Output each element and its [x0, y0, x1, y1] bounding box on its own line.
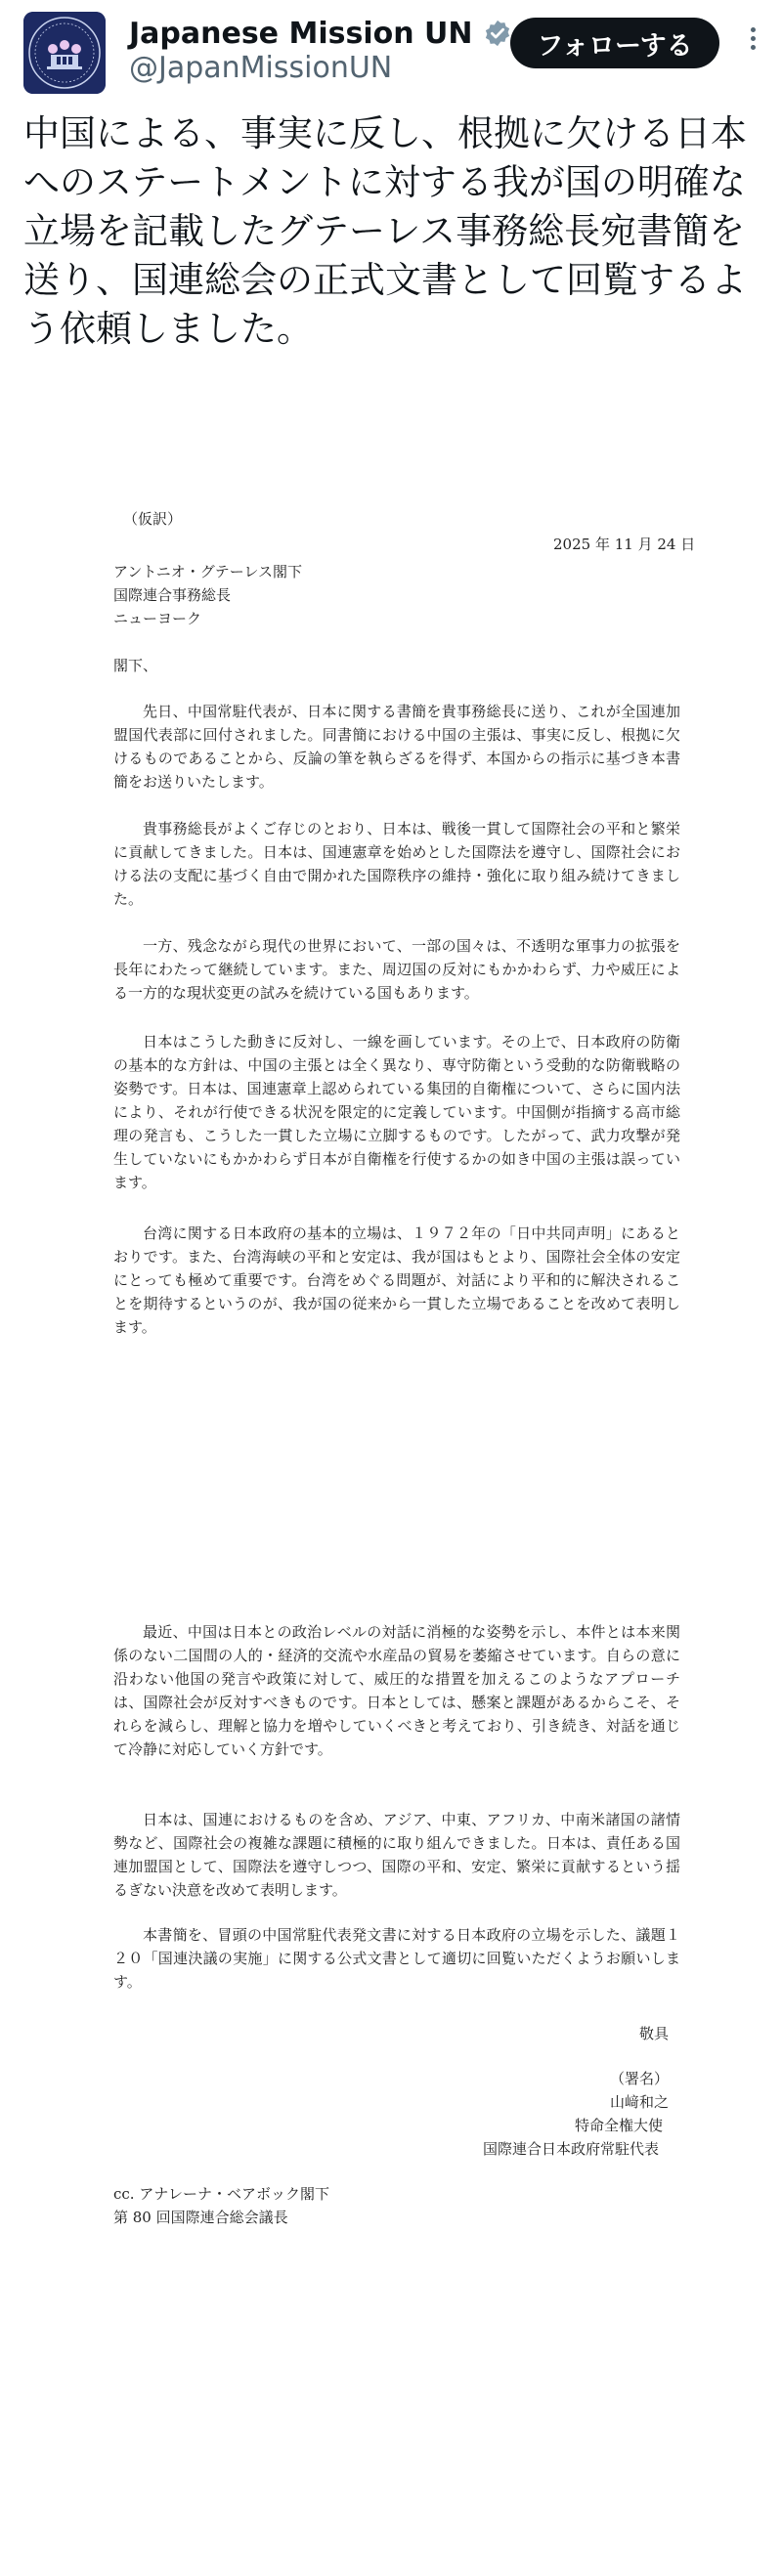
mission-emblem-icon: [23, 12, 106, 94]
letter-paragraph-6: 最近、中国は日本との政治レベルの対話に消極的な姿勢を示し、本件とは本来関係のない二国間の人的・経済的交流や水産品の貿易を萎縮させています。自らの意に沿わない他国の発言や政策に対して、威圧的な措置を加えるこのようなアプローチは、国際社会が反対すべきものです。日本としては、懸案と課題があるからこそ、それらを減らし、理解と協力を増やしていくべきと考えており、引き続き、対話を通じて冷静に対応していく方針です。: [113, 1623, 680, 1758]
addressee-location: ニューヨーク: [113, 610, 202, 627]
user-handle[interactable]: @JapanMissionUN: [129, 51, 393, 85]
cc-line: cc. アナレーナ・ベアボック閣下: [113, 2185, 330, 2203]
signer-office: 国際連合日本政府常駐代表: [483, 2140, 660, 2158]
letter-paragraph-4: 日本はこうした動きに反対し、一線を画しています。その上で、日本政府の防衛の基本的な方針は、中国の主張とは全く異なり、専守防衛という受動的な防衛戦略の姿勢です。日本は、国連憲章上認められている集団的自衛権について、さらに国内法により、それが行使できる状況を限定的に定義しています。中国側が指摘する高市総理の発言も、こうした一貫した立場に立脚するものです。したがって、武力攻撃が発生していないにもかかわらず日本が自衛権を行使するかの如き中国の主張は誤っています。: [113, 1033, 680, 1191]
letter-paragraph-5: 台湾に関する日本政府の基本的立場は、１９７２年の「日中共同声明」にあるとおりです。また、台湾海峡の平和と安定は、我が国はもとより、国際社会全体の安定にとっても極めて重要です。台湾をめぐる問題が、対話により平和的に解決されることを期待するというのが、我が国の従来から一貫した立場であることを改めて表明します。: [113, 1224, 680, 1336]
verified-badge-icon: [483, 19, 512, 48]
letter-paragraph-7: 日本は、国連におけるものを含め、アジア、中東、アフリカ、中南米諸国の諸情勢など、国際社会の複雑な課題に積極的に取り組んできました。日本は、責任ある国連加盟国として、国際法を遵守しつつ、国際の平和、安定、繁栄に貢献するという揺るぎない決意を改めて表明します。: [113, 1811, 680, 1899]
letter-date: 2025 年 11 月 24 日: [553, 536, 696, 553]
letter-paragraph-8: 本書簡を、冒頭の中国常駐代表発文書に対する日本政府の立場を示した、議題１２０「国連決議の実施」に関する公式文書として適切に回覧いただくようお願いします。: [113, 1926, 680, 1991]
signature-mark: （署名）: [610, 2070, 670, 2087]
provisional-label: （仮訳）: [123, 510, 183, 528]
tweet-header: [0, 0, 782, 107]
addressee-title: 国際連合事務総長: [113, 586, 232, 604]
avatar[interactable]: [23, 12, 106, 94]
closing: 敬具: [639, 2025, 670, 2042]
salutation: 閣下、: [113, 657, 158, 674]
letter-paragraph-3: 一方、残念ながら現代の世界において、一部の国々は、不透明な軍事力の拡張を長年にわたって継続しています。また、周辺国の反対にもかかわらず、力や威圧による一方的な現状変更の試みを続けている国もあります。: [113, 937, 680, 1002]
signer-title: 特命全権大使: [575, 2117, 664, 2134]
letter-paragraph-1: 先日、中国常駐代表が、日本に関する書簡を貴事務総長に送り、これが全国連加盟国代表部に回付されました。同書簡における中国の主張は、事実に反し、根拠に欠けるものであることから、反論の筆を執らざるを得ず、本国からの指示に基づき本書簡をお送りいたします。: [113, 703, 680, 791]
signer-name: 山﨑和之: [610, 2093, 670, 2111]
name-row: [129, 14, 512, 53]
letter-paragraph-2: 貴事務総長がよくご存じのとおり、日本は、戦後一貫して国際社会の平和と繁栄に貢献してきました。日本は、国連憲章を始めとした国際法を遵守し、国際社会における法の支配に基づく自由で開かれた国際秩序の維持・強化に取り組み続けてきました。: [113, 820, 680, 908]
display-name[interactable]: Japanese Mission UN: [129, 16, 473, 51]
tweet-text: 中国による、事実に反し、根拠に欠ける日本へのステートメントに対する我が国の明確な立場を記載したグテーレス事務総長宛書簡を送り、国連総会の正式文書として回覧するよう依頼しました。: [23, 112, 747, 350]
addressee-name: アントニオ・グテーレス閣下: [113, 563, 303, 580]
cc-title: 第 80 回国際連合総会議長: [113, 2209, 288, 2226]
follow-button[interactable]: フォローする: [510, 18, 719, 68]
more-options-icon[interactable]: [741, 23, 764, 63]
